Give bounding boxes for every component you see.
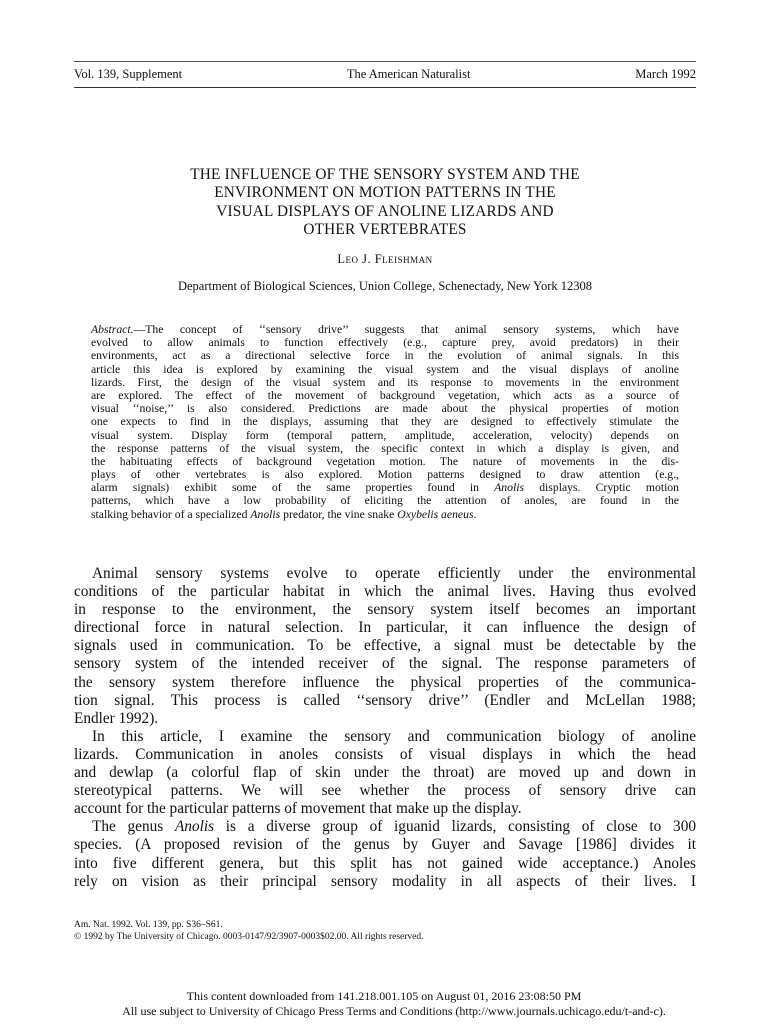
body-line: tion signal. This process is called ‘‘sensory drive’’ (Endler and McLellan 1988;: [74, 691, 696, 709]
abstract-line: visual ‘‘noise,’’ is also considered. Predictions are made about the physical properties of motion: [91, 402, 679, 416]
abstract-line: the habituating effects of background vegetation motion. The nature of movements in the dis-: [91, 454, 679, 468]
body-line: Endler 1992).: [74, 709, 159, 727]
body-line: and dewlap (a colorful flap of skin under the throat) are moved up and down in: [74, 764, 696, 782]
volume-info: Vol. 139, Supplement: [74, 67, 183, 81]
body-line: rely on vision as their principal sensory modality in all aspects of their lives. I: [74, 872, 696, 890]
abstract-line: evolved to allow animals to function effectively (e.g., capture prey, avoid predators) in their: [91, 336, 679, 350]
title-line: OTHER VERTEBRATES: [303, 221, 467, 239]
abstract-line: the response patterns of the visual system, the specific context in which a display is given, and: [91, 441, 679, 455]
body-line: Animal sensory systems evolve to operate efficiently under the environmental: [92, 565, 696, 582]
body-line: into five different genera, but this split has not gained wide acceptance.) Anoles: [74, 854, 696, 872]
title-line: THE INFLUENCE OF THE SENSORY SYSTEM AND THE: [190, 166, 580, 183]
abstract-line: lizards. First, the design of the visual system and its response to movements in the environment: [91, 375, 679, 389]
header-top-rule: [74, 61, 696, 62]
abstract-line: patterns, which have a low probability of eliciting the attention of anoles, are found in the: [91, 494, 679, 508]
body-line: sensory system of the intended receiver of the signal. The response parameters of: [74, 655, 696, 673]
terms-line: All use subject to University of Chicago Press Terms and Conditions (http://www.journals.uchicago.edu/t-and-c).: [122, 1003, 666, 1018]
citation-line: Am. Nat. 1992. Vol. 139, pp. S36–S61.: [74, 920, 223, 930]
body-line: signals used in communication. To be effective, a signal must be detectable by the: [74, 637, 696, 655]
author-name: Leo J. Fleishman: [337, 252, 433, 266]
body-line: The genus Anolis is a diverse group of iguanid lizards, consisting of close to 300: [92, 818, 696, 836]
header-rule: [74, 87, 696, 88]
body-line: the sensory system therefore influence the physical properties of the communica-: [74, 673, 696, 691]
title-line: VISUAL DISPLAYS OF ANOLINE LIZARDS AND: [216, 202, 554, 220]
abstract-line: plays of other vertebrates is also explored. Motion patterns designed to draw attention (e.g.,: [91, 468, 679, 482]
abstract-label: Abstract.: [91, 323, 134, 336]
abstract-line: alarm signals) exhibit some of the same properties found in Anolis displays. Cryptic motion: [91, 481, 679, 495]
body-line: stereotypical patterns. We will see whether the process of sensory drive can: [74, 782, 696, 800]
abstract-line: visual system. Display form (temporal pattern, amplitude, acceleration, velocity) depends on: [91, 428, 679, 442]
journal-name: The American Naturalist: [346, 67, 471, 81]
abstract-line: one expects to find in the displays, assuming that they are designed to effectively stimulate the: [91, 415, 679, 429]
abstract-line: are explored. The effect of the movement of background vegetation, which acts as a source of: [91, 388, 679, 402]
issue-date: March 1992: [635, 67, 696, 81]
author-affiliation: Department of Biological Sciences, Union College, Schenectady, New York 12308: [177, 279, 593, 293]
running-header: [74, 67, 696, 82]
download-line: This content downloaded from 141.218.001.105 on August 01, 2016 23:08:50 PM: [186, 989, 582, 1003]
body-line: In this article, I examine the sensory and communication biology of anoline: [92, 727, 696, 745]
copyright-line: © 1992 by The University of Chicago. 0003-0147/92/3907-0003$02.00. All rights reserved.: [74, 932, 424, 942]
abstract-line: stalking behavior of a specialized Anolis predator, the vine snake Oxybelis aeneus.: [91, 507, 477, 521]
body-text: [74, 565, 696, 891]
body-line: lizards. Communication in anoles consists of visual displays in which the head: [74, 745, 696, 763]
abstract-line: article this idea is explored by examining the visual system and the visual displays of anoline: [91, 362, 679, 376]
abstract-line: Abstract.—The concept of ‘‘sensory drive’’ suggests that animal sensory systems, which have: [91, 323, 679, 336]
title-line: ENVIRONMENT ON MOTION PATTERNS IN THE: [214, 184, 556, 202]
body-line: account for the particular patterns of movement that make up the display.: [74, 800, 522, 818]
body-line: conditions of the particular habitat in which the animal lives. Having thus evolved: [74, 583, 696, 601]
footnote: [74, 919, 696, 943]
body-line: species. (A proposed revision of the genus by Guyer and Savage [1986] divides it: [74, 836, 696, 854]
body-line: directional force in natural selection. In particular, it can influence the design of: [74, 619, 696, 637]
body-line: in response to the environment, the sensory system itself becomes an important: [74, 601, 696, 619]
abstract: [91, 323, 679, 521]
abstract-line: environments, act as a directional selective force in the evolution of animal signals. In this: [91, 349, 679, 363]
article-title: [100, 166, 670, 240]
download-notice: [0, 989, 768, 1018]
